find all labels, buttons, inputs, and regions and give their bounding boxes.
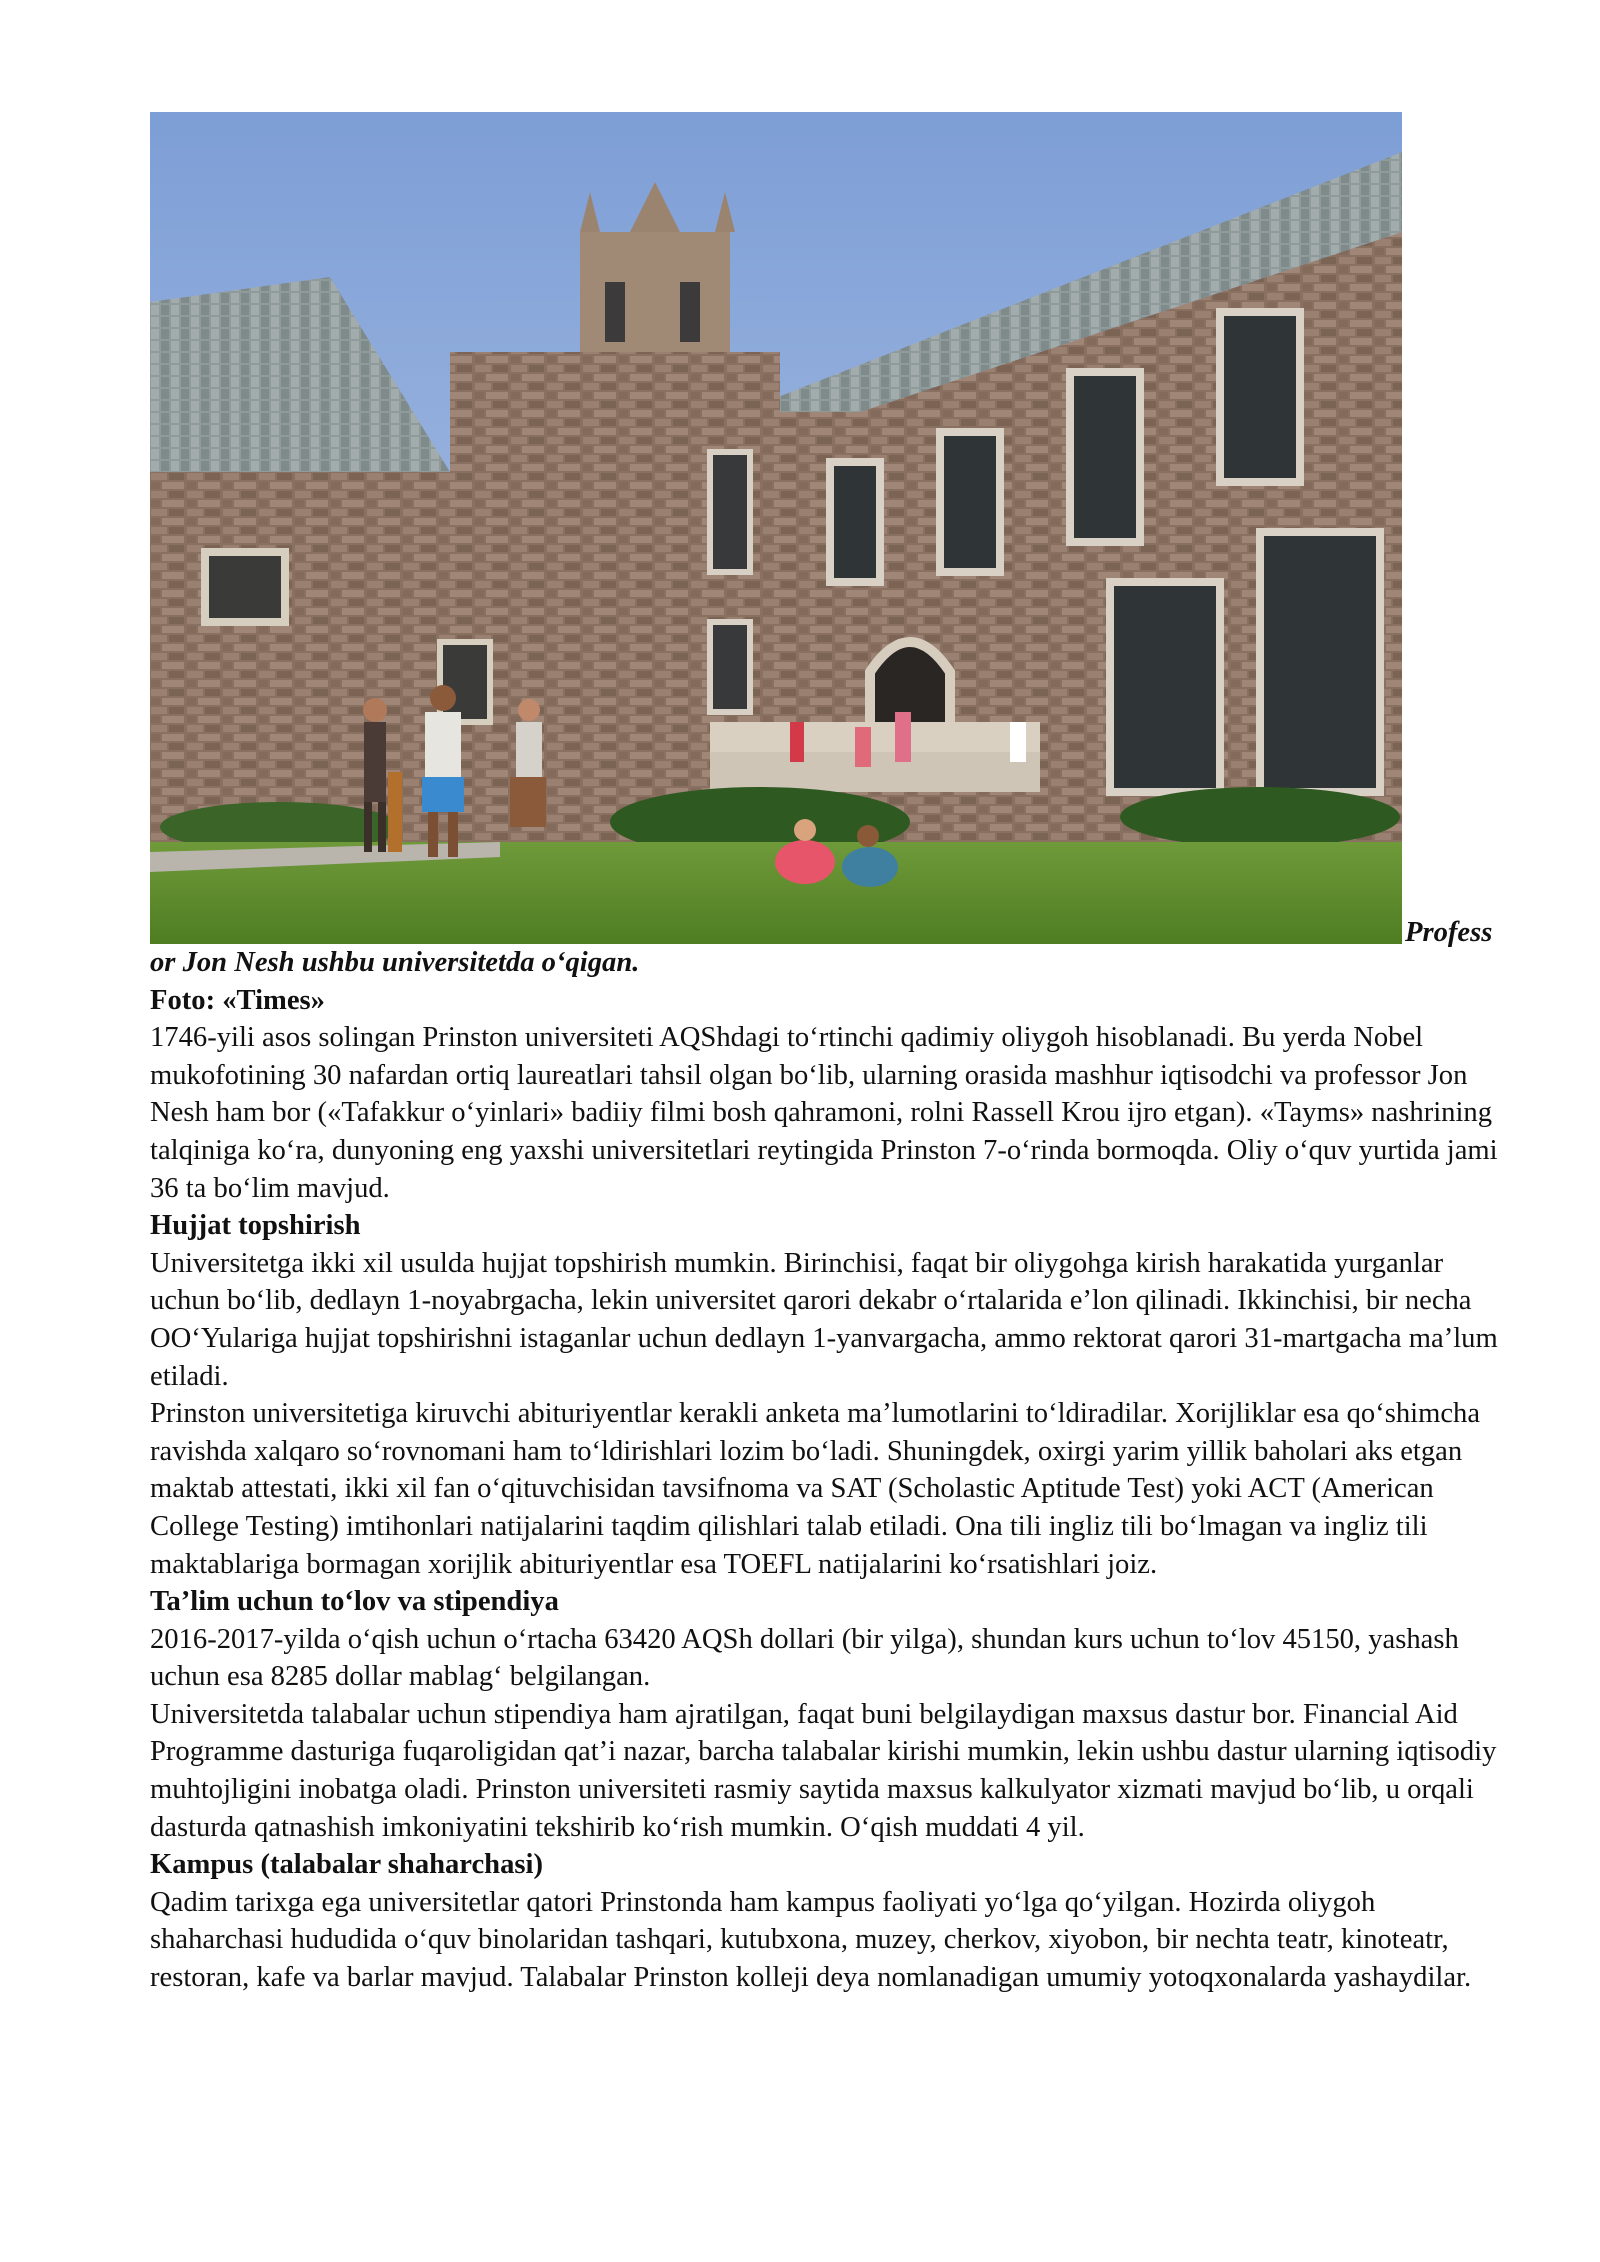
- photo-row: [150, 112, 1500, 948]
- tuition-paragraph-1: 2016-2017-yilda o‘qish uchun o‘rtacha 63420 AQSh dollari (bir yilga), shundan kurs uchun to‘lov 45150, yashash uchun esa 8285 dollar mablag‘ belgilangan.: [150, 1623, 1459, 1693]
- campus-paragraph-1: Qadim tarixga ega universitetlar qatori Prinstonda ham kampus faoliyati yo‘lga qo‘yilgan. Hozirda oliygoh shaharchasi hududida o‘quv binolaridan tashqari, kutubxona, muzey, cherkov, xiyobon, bir nechta teatr, kinoteatr, restoran, kafe va barlar mavjud. Talabalar Prinston kolleji deya nomlanadigan umumiy yotoqxonalarda yashaydilar.: [150, 1886, 1472, 1994]
- section-heading-campus: Kampus (talabalar shaharchasi): [150, 1849, 543, 1881]
- tuition-paragraph-2: Universitetda talabalar uchun stipendiya ham ajratilgan, faqat buni belgilaydigan maxsus dastur bor. Financial Aid Programme dasturiga fuqaroligidan qat’i nazar, barcha talabalar kirishi mumkin, lekin ushbu dastur ularning iqtisodiy muhtojligini inobatga oladi. Prinston universiteti rasmiy saytida maxsus kalkulyator xizmati mavjud bo‘lib, u orqali dasturda qatnashish imkoniyatini tekshirib ko‘rish mumkin. O‘qish muddati 4 yil.: [150, 1698, 1497, 1843]
- admission-paragraph-2: Prinston universitetiga kiruvchi abituriyentlar kerakli anketa ma’lumotlarini to‘ldiradilar. Xorijliklar esa qo‘shimcha ravishda xalqaro so‘rovnomani ham to‘ldirishlari lozim bo‘ladi. Shuningdek, oxirgi yarim yillik baholari aks etgan maktab attestati, ikki xil fan o‘qituvchisidan tavsifnoma va SAT (Scholastic Aptitude Test) yoki ACT (American College Testing) imtihonlari natijalarini taqdim qilishlari talab etiladi. Ona tili ingliz tili bo‘lmagan va ingliz tili maktablariga bormagan xorijlik abituriyentlar esa TOEFL natijalarini ko‘rsatishlari joiz.: [150, 1398, 1481, 1580]
- admission-paragraph-1: Universitetga ikki xil usulda hujjat topshirish mumkin. Birinchisi, faqat bir oliygohga kirish harakatida yurganlar uchun bo‘lib, dedlayn 1-noyabrgacha, lekin universitet qarori dekabr o‘rtalarida e’lon qilinadi. Ikkinchisi, bir necha OO‘Yulariga hujjat topshirishni istaganlar uchun dedlayn 1-yanvargacha, ammo rektorat qarori 31-martgacha ma’lum etiladi.: [150, 1247, 1498, 1392]
- campus-photo-illustration: [150, 112, 1402, 944]
- section-heading-tuition: Ta’lim uchun to‘lov va stipendiya: [150, 1586, 559, 1618]
- photo-caption-start: Profess: [1405, 917, 1493, 948]
- document-page: [150, 112, 1500, 1997]
- photo-caption: or Jon Nesh ushbu universitetda o‘qigan.: [150, 947, 640, 978]
- campus-photo: [150, 112, 1402, 944]
- photo-credit: Foto: «Times»: [150, 984, 325, 1016]
- intro-paragraph: 1746-yili asos solingan Prinston universiteti AQShdagi to‘rtinchi qadimiy oliygoh hisoblanadi. Bu yerda Nobel mukofotining 30 nafardan ortiq laureatlari tahsil olgan bo‘lib, ularning orasida mashhur iqtisodchi va professor Jon Nesh ham bor («Tafakkur o‘yinlari» badiiy filmi bosh qahramoni, rolni Rassell Krou ijro etgan). «Tayms» nashrining talqiniga ko‘ra, dunyoning eng yaxshi universitetlari reytingida Prinston 7-o‘rinda bormoqda. Oliy o‘quv yurtida jami 36 ta bo‘lim mavjud.: [150, 1022, 1498, 1204]
- section-heading-admission: Hujjat topshirish: [150, 1210, 361, 1242]
